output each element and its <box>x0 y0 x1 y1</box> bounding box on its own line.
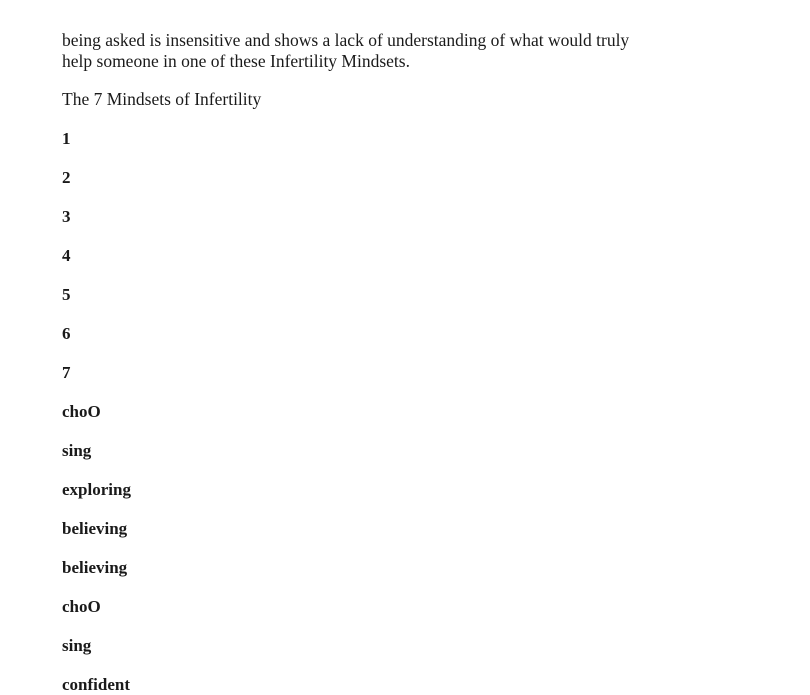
list-item: sing <box>62 441 92 460</box>
document-page <box>62 30 682 695</box>
list-item: choO <box>62 402 101 421</box>
list-item: sing <box>62 636 92 655</box>
list-item: 7 <box>62 363 71 382</box>
list-item: confident <box>62 675 130 694</box>
intro-line-1: being asked is insensitive and shows a lack of understanding of what would truly <box>62 30 630 50</box>
section-heading: The 7 Mindsets of Infertility <box>62 89 262 109</box>
list-item: 1 <box>62 129 71 148</box>
intro-paragraph <box>62 30 682 72</box>
list-item: choO <box>62 597 101 616</box>
list-item: 3 <box>62 207 71 226</box>
list-item: 4 <box>62 246 71 265</box>
list-item: 2 <box>62 168 71 187</box>
list-item: believing <box>62 519 128 538</box>
list-item: 5 <box>62 285 71 304</box>
list-item: believing <box>62 558 128 577</box>
mindset-list <box>62 128 682 695</box>
list-item: 6 <box>62 324 71 343</box>
list-item: exploring <box>62 480 131 499</box>
intro-line-2: help someone in one of these Infertility Mindsets. <box>62 51 410 71</box>
